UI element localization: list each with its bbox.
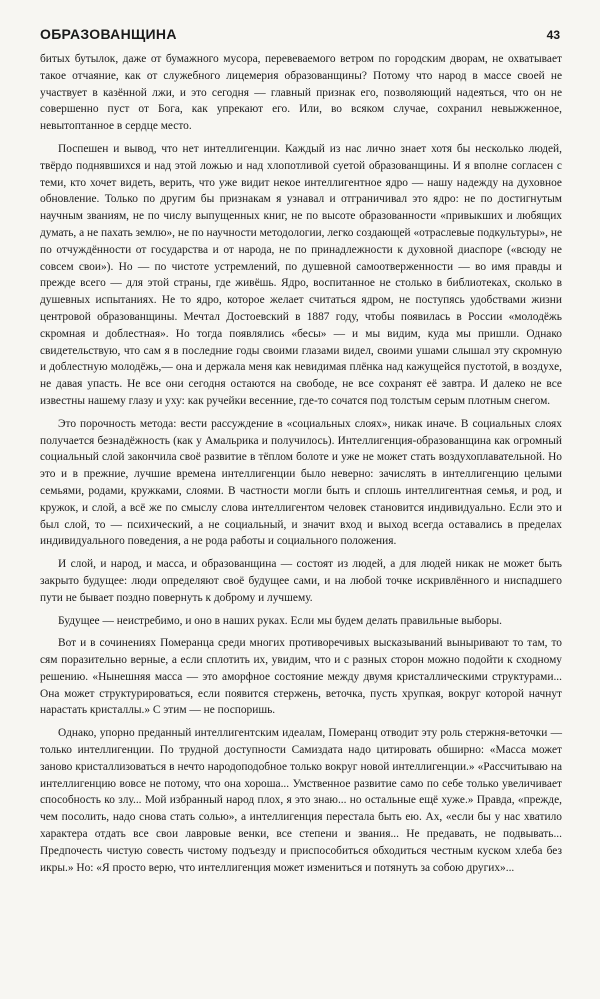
paragraph-6: Вот и в сочинениях Померанца среди многих противоречивых высказываний выныривают то там, то сям поразительно верные, а если сплотить их, увидим, что и с разных сторон можно подойти к сходному решению. «Нынешняя масса — это аморфное состояние между двумя кристаллическими структурами... Она может структурироваться, если появится стержень, веточка, пусть хрупкая, вокруг которой начнут нарастать кристаллы.» С этим — не поспоришь. [40, 637, 562, 717]
paragraph-7: Однако, упорно преданный интеллигентским идеалам, Померанц отводит эту роль стержня-веточки — только интеллигенции. По трудной доступности Самиздата надо цитировать обширно: «Масса может заново кристаллизоваться в нечто народоподобное только вокруг новой интеллигенции.» «Рассчитываю на интеллигенцию вовсе не потому, что она хороша... Умственное развитие само по себе только увеличивает способность ко злу... Мой избранный народ плох, я это знаю... но остальные ещё хуже.» Правда, «прежде, чем посолить, надо снова стать солью», а интеллигенция перестала быть ею. Ах, «если бы у нас хватило характера отдать все свои лавровые венки, все степени и звания... Не предавать, не подвывать... Предпочесть чистую совесть чистому подъезду и приспособиться обходиться честным куском хлеба без икры.» Но: «Я просто верю, что интеллигенция может измениться и потянуть за собою других»... [40, 727, 562, 874]
page-number: 43 [546, 28, 560, 42]
paragraph-4: И слой, и народ, и масса, и образованщина — состоят из людей, а для людей никак не может быть закрыто будущее: люди определяют своё будущее сами, и на любой точке искривлённого и ниспадшего пути не бывает поздно повернуть к доброму и лучшему. [40, 558, 562, 604]
paragraph-2: Поспешен и вывод, что нет интеллигенции. Каждый из нас лично знает хотя бы несколько людей, твёрдо поднявшихся и над этой ложью и над хлопотливой суетой образованщины. И я вполне согласен с теми, кто хочет видеть, верить, что уже видит некое интеллигентное ядро — нашу надежду на духовное обновление. Только по другим бы признакам я узнавал и отграничивал это ядро: не по достигнутым научным званиям, не по числу выпущенных книг, не по высоте образованности «привыкших и любящих думать, а не пахать землю», не по научности методологии, легко создающей «отраслевые подкультуры», не по отчуждённости от государства и от народа, не по принадлежности к духовной диаспоре («всюду не совсем свои»). Но — по чистоте устремлений, по душевной самоотверженности — во имя правды и прежде всего — для этой страны, где живёшь. Ядро, воспитанное не столько в библиотеках, сколько в душевных испытаниях. Не то ядро, которое желает считаться ядром, не поступясь удобствами жизни центровой образованщины. Мечтал Достоевский в 1887 году, чтобы появилась в России «молодёжь скромная и доблестная». Но тогда появлялись «бесы» — и мы видим, куда мы пришли. Однако свидетельствую, что сам я в последние годы своими глазами видел, своими ушами слышал эту скромную и доблестную молодёжь,— она и держала меня как невидимая плёнка над кажущейся пустотой, в воздухе, не давая упасть. Не все они сегодня остаются на свободе, не все сохранят её завтра. И далеко не все известны нашему глазу и уху: как ручейки весенние, где-то сочатся под толстым серым плотным снегом. [40, 142, 562, 407]
paragraph-3: Это порочность метода: вести рассуждение в «социальных слоях», никак иначе. В социальных слоях получается безнадёжность (как у Амальрика и получилось). Интеллигенция-образованщина как огромный социальный слой закончила своё развитие в тёплом болоте и уже не может стать воздухоплавательной. Но это и в прежние, лучшие времена интеллигенции было неверно: зачислять в интеллигенцию целыми семьями, родами, кружками, слоями. В частности могли быть и сплошь интеллигентная семья, и род, и кружок, и слой, а всё же по смыслу слова интеллигентом человек становится индивидуально. Если это и был слой, то — психический, а не социальный, и значит вход и выход всегда оставались в пределах индивидуального поведения, а не рода работы и социального положения. [40, 417, 562, 548]
paragraph-5: Будущее — неистребимо, и оно в наших руках. Если мы будем делать правильные выборы. [58, 614, 502, 627]
page-body [40, 51, 562, 876]
running-title: ОБРАЗОВАНЩИНА [40, 26, 177, 42]
paragraph-1: битых бутылок, даже от бумажного мусора, перевеваемого ветром по городским дворам, не охватывает такое отчаяние, как от служебного лицемерия образованщины? Потому что народ в массе своей не участвует в казённой лжи, и это сегодня — главный признак его, позволяющий надеяться, что он не совершенно пуст от Бога, как упрекают его. Или, во всяком случае, сохранил невыжженное, невытоптанное в сердце место. [40, 53, 562, 133]
page-header [40, 26, 560, 42]
